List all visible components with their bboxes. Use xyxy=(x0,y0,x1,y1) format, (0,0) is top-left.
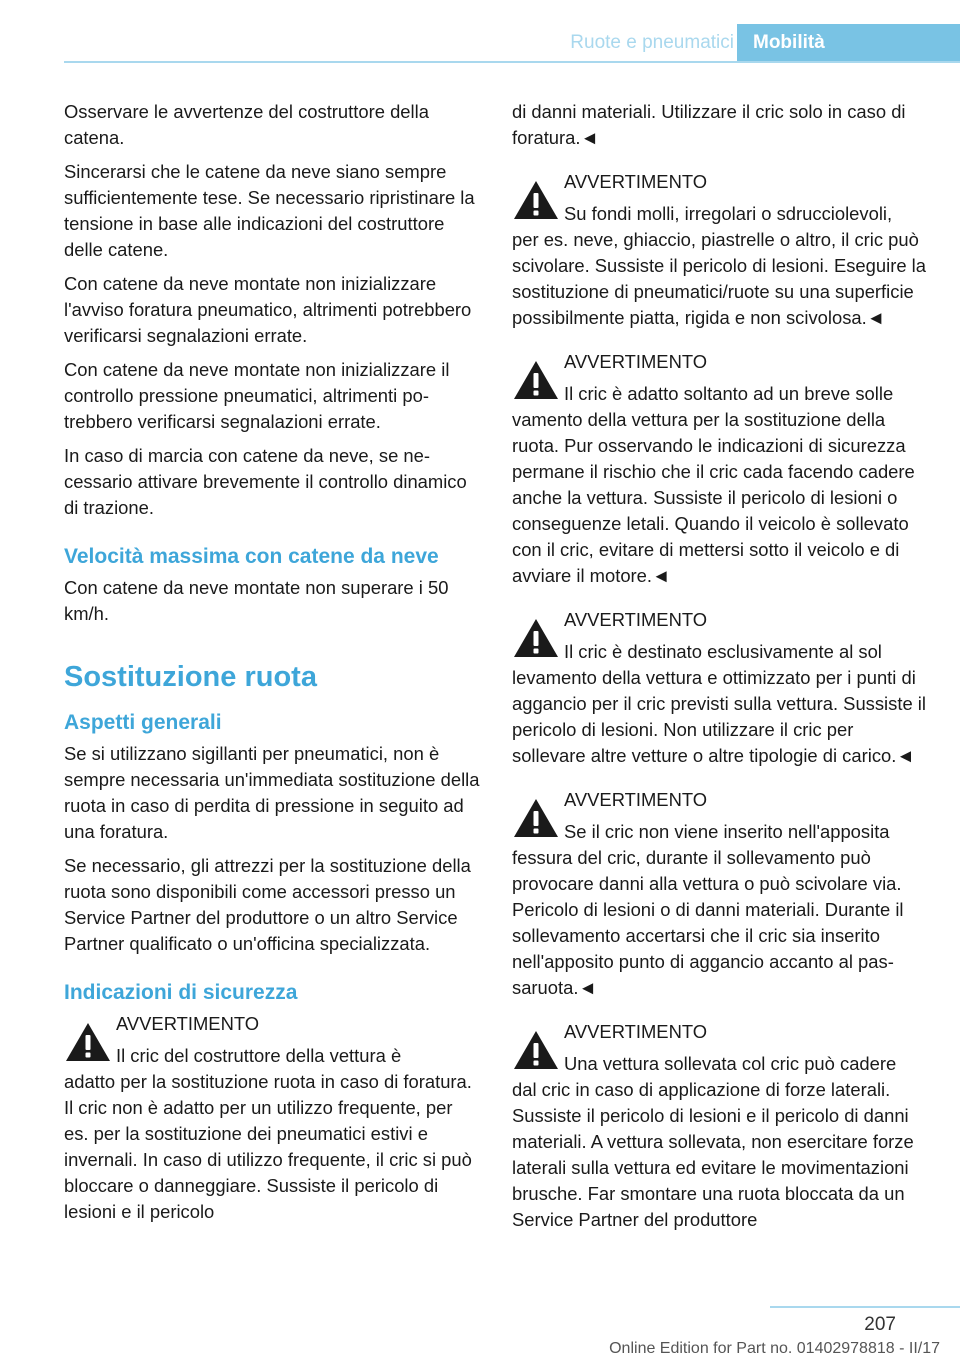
warning-lead: Su fondi molli, irregolari o sdrucciolevoli, xyxy=(564,203,893,224)
warning-text: adatto per la sostituzione ruota in caso di foratura. Il cric non è adatto per un utilizzo frequente, per es. per la sostituzione dei pneumatici estivi e invernali. In caso di utilizzo frequente, il cric si può bloccare o danneggiare. Sussiste il pericolo di lesioni e il pericolo xyxy=(64,1071,472,1222)
warning-text: fessura del cric, durante il sollevamento può provocare danni alla vettura o può scivolare via. Pericolo di lesioni o di danni materiali. Durante il sollevamento accertarsi che il cric sia inserito nell'apposito punto di aggancio accanto al passaruota.◄ xyxy=(512,847,904,998)
warning-block xyxy=(64,1011,480,1225)
warning-block xyxy=(512,787,928,1001)
footer-rule xyxy=(770,1306,960,1308)
paragraph: Se si utilizzano sigillanti per pneumatici, non è sempre necessaria un'immediata sostituzione della ruota in caso di perdita di pressione in seguito ad una foratura. xyxy=(64,743,480,842)
warning-text: levamento della vettura e ottimizzato per i punti di aggancio per il cric previsti sulla vettura. Sussiste il pericolo di lesioni. Non utilizzare il cric per sollevare altre vetture o altre tipologie di carico.◄ xyxy=(512,667,926,766)
warning-title: AVVERTIMENTO xyxy=(564,351,708,372)
warning-lead: Se il cric non viene inserito nell'apposita xyxy=(564,821,890,842)
warning-triangle-icon xyxy=(512,359,560,401)
warning-title: AVVERTIMENTO xyxy=(564,789,708,810)
warning-block xyxy=(512,607,928,769)
heading-max-speed: Velocità massima con catene da neve xyxy=(64,545,439,568)
warning-title: AVVERTIMENTO xyxy=(564,171,708,192)
warning-block xyxy=(512,1019,928,1233)
paragraph: Con catene da neve montate non inizializzare il controllo pressione pneumatici, altrimenti potrebbero verificarsi segnalazioni errate. xyxy=(64,359,450,432)
section-title: Ruote e pneumatici xyxy=(570,32,734,53)
warning-triangle-icon xyxy=(512,1029,560,1071)
edition-note: Online Edition for Part no. 01402978818 - II/17 xyxy=(609,1340,940,1357)
heading-safety: Indicazioni di sicurezza xyxy=(64,981,298,1004)
left-column xyxy=(64,99,480,1243)
warning-title: AVVERTIMENTO xyxy=(116,1013,260,1034)
paragraph: Con catene da neve montate non superare i 50 km/h. xyxy=(64,577,449,624)
warning-lead: Il cric è destinato esclusivamente al sol xyxy=(564,641,882,662)
warning-triangle-icon xyxy=(512,797,560,839)
warning-triangle-icon xyxy=(512,179,560,221)
warning-lead: Il cric è adatto soltanto ad un breve solle xyxy=(564,383,894,404)
warning-block xyxy=(512,169,928,331)
paragraph: Se necessario, gli attrezzi per la sostituzione della ruota sono disponibili come accessori presso un Service Partner del produttore o un altro Service Partner qualificato o un'officina specializzata. xyxy=(64,855,471,954)
warning-triangle-icon xyxy=(512,617,560,659)
warning-title: AVVERTIMENTO xyxy=(564,609,708,630)
warning-lead: Una vettura sollevata col cric può cadere xyxy=(564,1053,897,1074)
heading-wheel-change: Sostituzione ruota xyxy=(64,661,317,693)
page-header xyxy=(0,0,960,62)
paragraph: Sincerarsi che le catene da neve siano sempre sufficientemente tese. Se necessario ripristinare la tensione in base alle indicazioni del costruttore delle catene. xyxy=(64,161,475,260)
paragraph: di danni materiali. Utilizzare il cric solo in caso di foratura.◄ xyxy=(512,101,906,148)
paragraph: Osservare le avvertenze del costruttore della catena. xyxy=(64,101,429,148)
heading-general: Aspetti generali xyxy=(64,711,222,734)
header-rule xyxy=(64,61,960,63)
chapter-tab: Mobilità xyxy=(737,24,960,61)
page-number: 207 xyxy=(864,1314,896,1335)
warning-text: dal cric in caso di applicazione di forze laterali. Sussiste il pericolo di lesioni e il pericolo di danni materiali. A vettura sollevata, non esercitare forze laterali sulla vettura ed evitare le movimentazioni brusche. Far smontare una ruota bloccata da un Service Partner del produttore xyxy=(512,1079,914,1230)
warning-text: vamento della vettura per la sostituzione della ruota. Pur osservando le indicazioni di sicurezza permane il rischio che il cric cada facendo cadere anche la vettura. Sussiste il pericolo di lesioni o conseguenze letali. Quando il veicolo è sollevato con il cric, evitare di mettersi sotto il veicolo e di avviare il motore.◄ xyxy=(512,409,915,586)
warning-triangle-icon xyxy=(64,1021,112,1063)
warning-title: AVVERTIMENTO xyxy=(564,1021,708,1042)
paragraph: In caso di marcia con catene da neve, se necessario attivare brevemente il controllo dinamico di trazione. xyxy=(64,445,467,518)
warning-block xyxy=(512,349,928,589)
paragraph: Con catene da neve montate non inizializzare l'avviso foratura pneumatico, altrimenti potrebbero verificarsi segnalazioni errate. xyxy=(64,273,472,346)
right-column xyxy=(512,99,928,1251)
warning-lead: Il cric del costruttore della vettura è xyxy=(116,1045,402,1066)
warning-text: per es. neve, ghiaccio, piastrelle o altro, il cric può scivolare. Sussiste il pericolo di lesioni. Eseguire la sostituzione di pneumatici/ruote su una superficie possibilmente piatta, rigida e non scivolosa.◄ xyxy=(512,229,926,328)
